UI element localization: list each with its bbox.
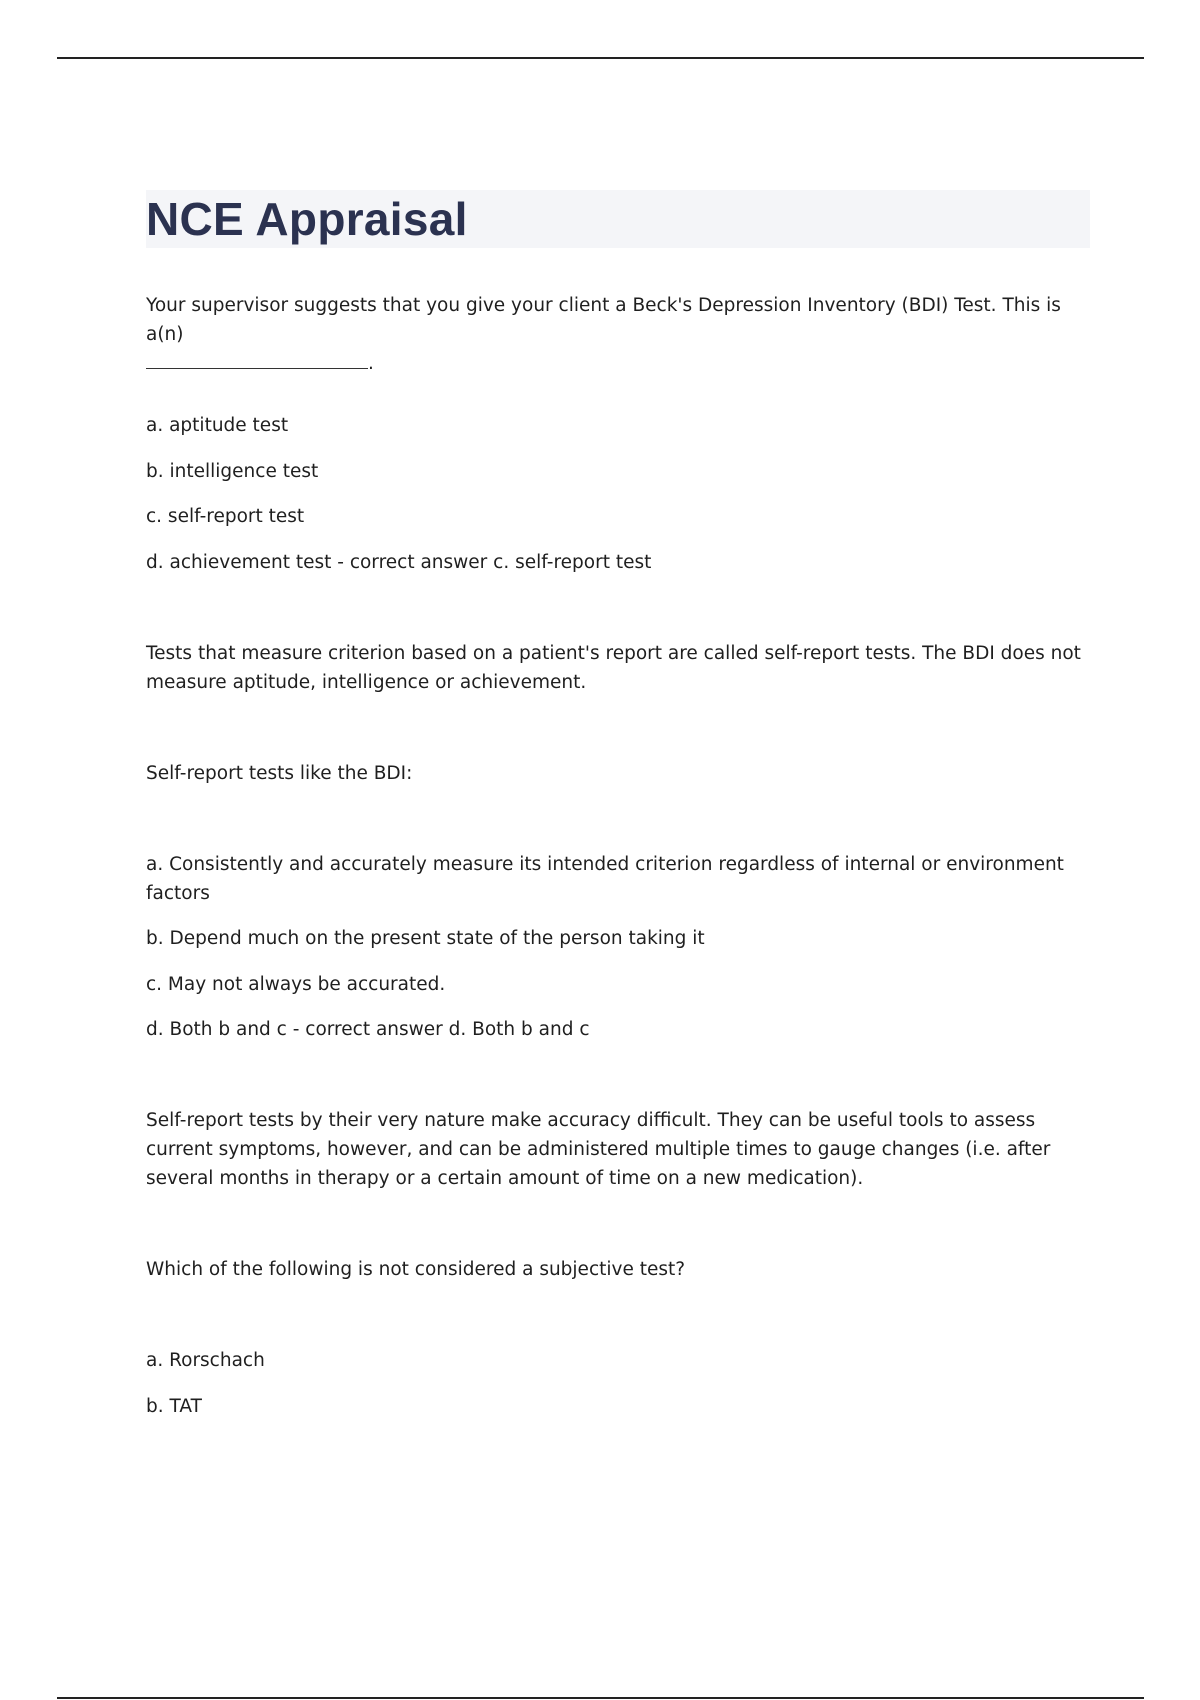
document-title: NCE Appraisal (146, 193, 468, 245)
header-rule (57, 57, 1144, 59)
question-1-option-c: c. self-report test (146, 506, 305, 527)
footer-rule (57, 1697, 1144, 1699)
question-3-stem: Which of the following is not considered a subjective test? (146, 1259, 686, 1280)
question-2-option-b: b. Depend much on the present state of the person taking it (146, 928, 705, 949)
answer-blank-end: . (368, 353, 374, 374)
question-2-option-a: a. Consistently and accurately measure its intended criterion regardless of internal or environment factors (146, 854, 1064, 904)
question-2-option-d: d. Both b and c - correct answer d. Both b and c (146, 1019, 590, 1040)
question-1-option-d: d. achievement test - correct answer c. self-report test (146, 552, 652, 573)
question-1-stem-text: Your supervisor suggests that you give your client a Beck's Depression Inventory (BDI) Test. This is a(n) (146, 295, 1061, 345)
question-1-option-b: b. intelligence test (146, 461, 319, 482)
title-section (146, 190, 1090, 248)
question-1-stem (146, 291, 1090, 378)
title-band (146, 190, 1090, 248)
question-1-explanation: Tests that measure criterion based on a patient's report are called self-report tests. The BDI does not measure aptitude, intelligence or achievement. (146, 643, 1081, 693)
answer-blank (146, 350, 368, 369)
question-3-option-b: b. TAT (146, 1396, 202, 1417)
question-3-option-a: a. Rorschach (146, 1350, 265, 1371)
question-2-option-c: c. May not always be accurated. (146, 974, 446, 995)
question-1-option-a: a. aptitude test (146, 415, 289, 436)
question-2-stem: Self-report tests like the BDI: (146, 763, 413, 784)
question-2-explanation: Self-report tests by their very nature make accuracy difficult. They can be useful tools to assess current symptoms, however, and can be administered multiple times to gauge changes (i.e. after several months in therapy or a certain amount of time on a new medication). (146, 1110, 1051, 1189)
